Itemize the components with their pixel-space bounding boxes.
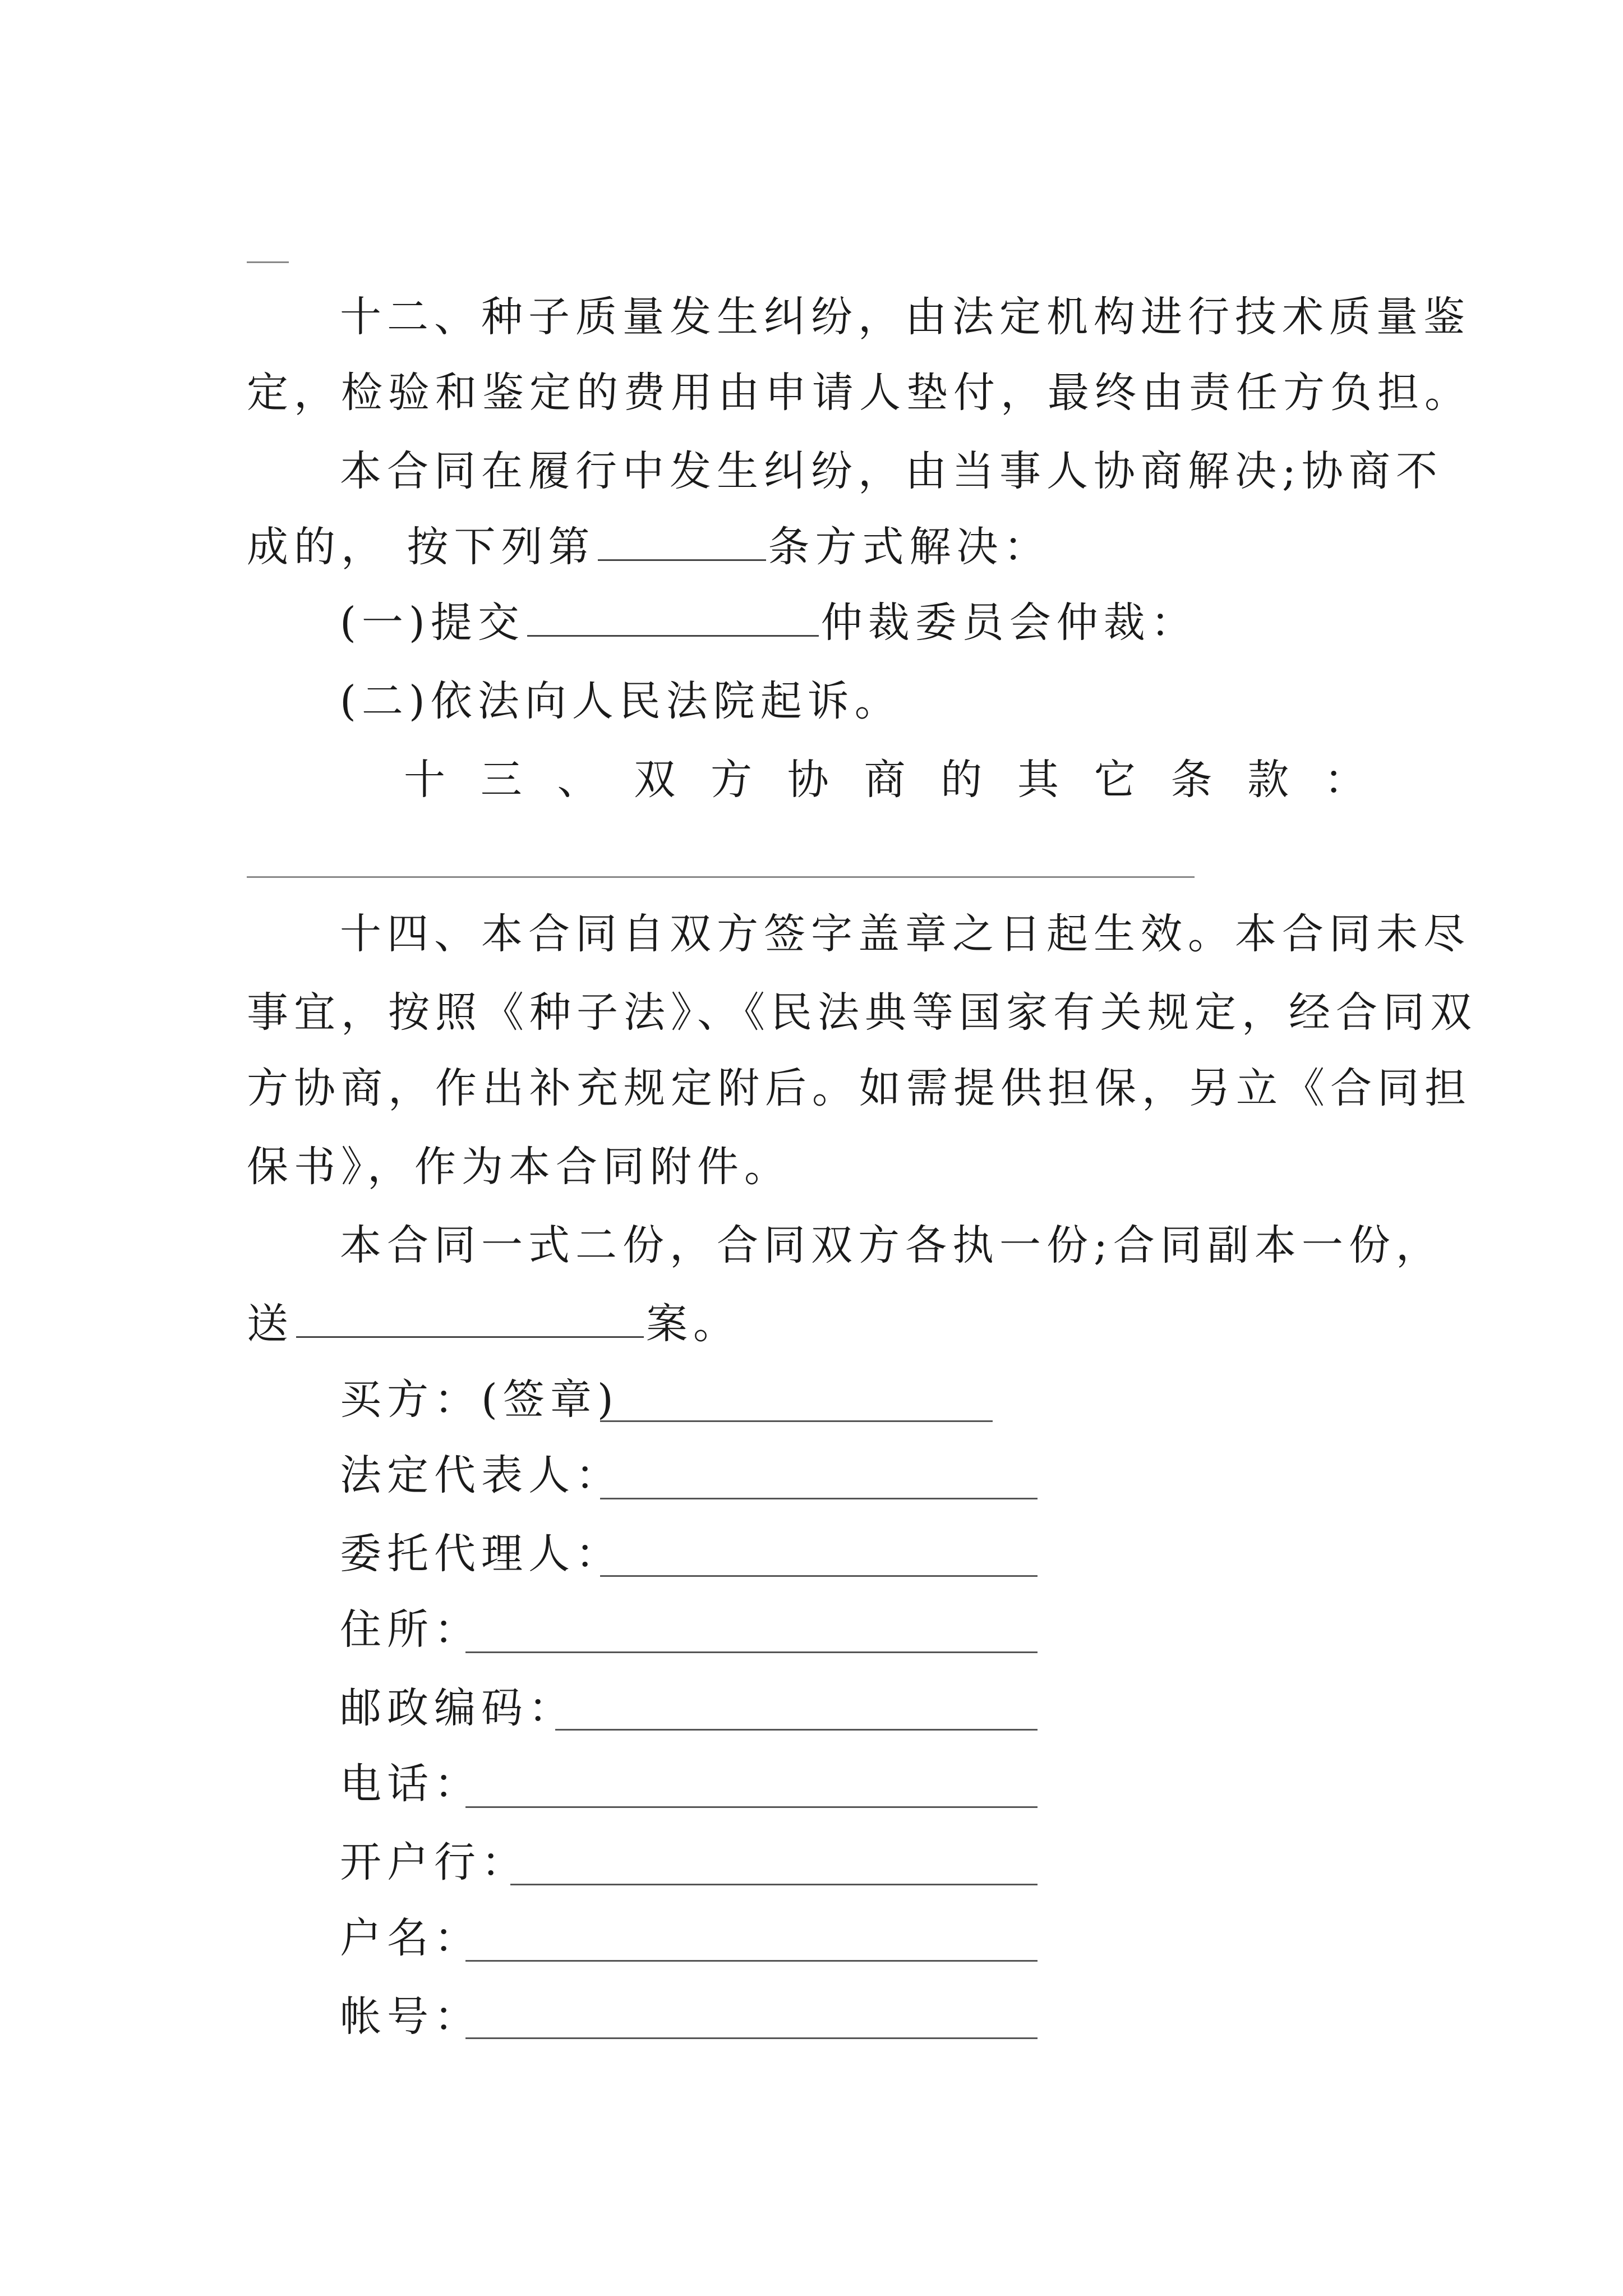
account-name-field[interactable] (465, 1959, 1038, 1962)
copies-line-2-prefix: 送 (247, 1300, 294, 1348)
agent-field[interactable] (600, 1574, 1038, 1577)
clause-13-char: 款 (1247, 756, 1289, 804)
legal-rep-field[interactable] (600, 1497, 1038, 1499)
copies-line-1: 本合同一式二份，合同双方各执一份;合同副本一份， (340, 1221, 1443, 1269)
clause-12-line-2: 定，检验和鉴定的费用由申请人垫付，最终由责任方负担。 (247, 369, 1472, 417)
clause-13-char: 商 (864, 756, 906, 804)
option-1-prefix: (一)提交 (340, 599, 525, 647)
other-terms-blank-line[interactable] (247, 876, 1195, 878)
option-2: (二)依法向人民法院起诉。 (340, 677, 902, 725)
address-field[interactable] (465, 1650, 1038, 1653)
dispute-line-2 (247, 519, 1402, 575)
clause-13-char: 三 (480, 756, 522, 804)
copies-line-2-suffix: 案。 (646, 1300, 740, 1348)
address-label: 住所： (340, 1605, 481, 1654)
dispute-line-2-suffix: 条方式解决： (768, 523, 1051, 571)
option-1 (340, 595, 1495, 651)
clause-14-line-1: 十四、本合同自双方签字盖章之日起生效。本合同未尽 (340, 910, 1470, 958)
option-1-suffix: 仲裁委员会仲裁： (820, 599, 1198, 647)
top-dash-mark (247, 261, 289, 263)
clause-14-line-4: 保书》，作为本合同附件。 (247, 1143, 791, 1191)
phone-field[interactable] (465, 1805, 1038, 1808)
filing-authority-blank[interactable] (296, 1297, 644, 1338)
clause-13-char: 协 (787, 756, 829, 804)
clause-13-char: 双 (634, 756, 676, 804)
account-name-label: 户名： (340, 1914, 481, 1962)
account-number-field[interactable] (465, 2036, 1038, 2039)
account-number-label: 帐号： (340, 1993, 481, 2041)
clause-13-char: 的 (940, 756, 983, 804)
bank-field[interactable] (510, 1883, 1038, 1885)
clause-13-char: 十 (404, 756, 445, 804)
dispute-line-2-prefix: 成的， 按下列第 (247, 523, 596, 571)
clause-13-char: 条 (1170, 756, 1212, 804)
clause-13-char: 、 (557, 756, 599, 804)
clause-13-char: 方 (711, 756, 752, 804)
agent-label: 委托代理人： (340, 1530, 623, 1578)
buyer-label: 买方：(签章) (340, 1375, 619, 1424)
phone-label: 电话： (340, 1760, 481, 1808)
copies-line-2 (247, 1296, 1402, 1352)
clause-13 (404, 752, 1366, 808)
clause-number-blank[interactable] (598, 520, 766, 561)
clause-14-line-3: 方协商，作出补充规定附后。如需提供担保，另立《合同担 (247, 1064, 1472, 1112)
legal-rep-label: 法定代表人： (340, 1451, 623, 1499)
dispute-line-1: 本合同在履行中发生纠纷，由当事人协商解决;协商不 (340, 447, 1443, 495)
buyer-signature-field[interactable] (600, 1419, 993, 1422)
clause-13-char: 其 (1017, 756, 1059, 804)
clause-13-char: ： (1324, 756, 1366, 804)
postcode-label: 邮政编码： (340, 1684, 575, 1732)
bank-label: 开户行： (340, 1838, 528, 1887)
clause-12-line-1: 十二、种子质量发生纠纷，由法定机构进行技术质量鉴 (340, 293, 1470, 341)
postcode-field[interactable] (555, 1728, 1038, 1731)
clause-13-char: 它 (1094, 756, 1136, 804)
clause-14-line-2: 事宜，按照《种子法》、《民法典等国家有关规定，经合同双 (247, 988, 1477, 1037)
arbitration-commission-blank[interactable] (527, 596, 819, 637)
